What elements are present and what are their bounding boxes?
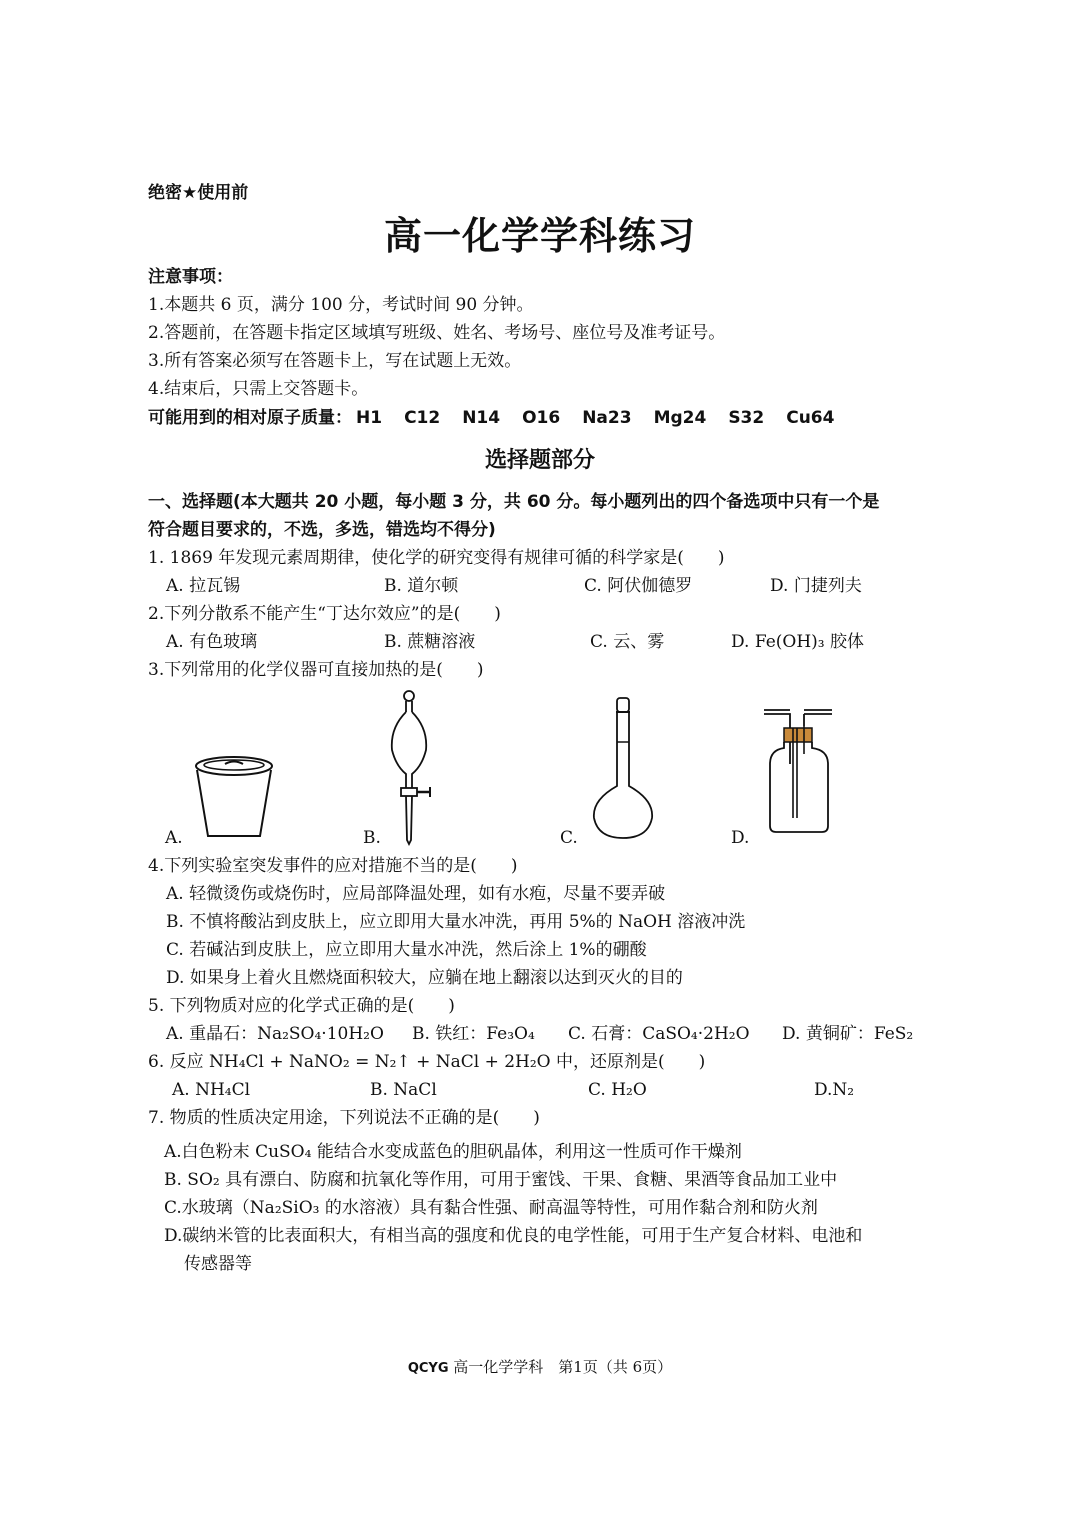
notice-item: 4.结束后，只需上交答题卡。 [148, 379, 369, 399]
footer-code: QCYG [407, 1361, 449, 1376]
figure-label-d: D. [731, 828, 750, 848]
secret-label: 绝密★使用前 [148, 183, 249, 203]
mass-item: Na23 [582, 408, 632, 428]
mass-item: O16 [522, 408, 561, 428]
option-b: B. 铁红：Fe₃O₄ [412, 1024, 535, 1044]
question-stem: 4.下列实验室突发事件的应对措施不当的是( ) [148, 856, 518, 876]
option-d-continued: 传感器等 [184, 1254, 252, 1274]
notice-heading: 注意事项： [148, 267, 233, 287]
page-footer [0, 1356, 1080, 1380]
option-b: B. SO₂ 具有漂白、防腐和抗氧化等作用，可用于蜜饯、干果、食糖、果酒等食品加工业中 [164, 1170, 838, 1190]
volumetric-flask-icon [588, 696, 658, 842]
option-a: A. 有色玻璃 [166, 632, 258, 652]
mass-item: N14 [462, 408, 501, 428]
atomic-masses-label: 可能用到的相对原子质量： [148, 408, 352, 428]
option-d: D. Fe(OH)₃ 胶体 [731, 632, 865, 652]
option-b: B. 蔗糖溶液 [384, 632, 476, 652]
option-a: A. 拉瓦锡 [166, 576, 241, 596]
mass-item: H1 [356, 408, 383, 428]
question-stem: 7. 物质的性质决定用途，下列说法不正确的是( ) [148, 1108, 540, 1128]
mass-item: C12 [404, 408, 441, 428]
option-a: A.白色粉末 CuSO₄ 能结合水变成蓝色的胆矾晶体，利用这一性质可作干燥剂 [164, 1142, 742, 1162]
figure-label-b: B. [363, 828, 381, 848]
option-b: B. NaCl [370, 1080, 437, 1100]
separatory-funnel-icon [384, 688, 444, 846]
question-stem: 6. 反应 NH₄Cl + NaNO₂ = N₂↑ + NaCl + 2H₂O 中，还原剂是( ) [148, 1052, 706, 1072]
section-instructions: 一、选择题(本大题共 20 小题，每小题 3 分，共 60 分。每小题列出的四个备选项中只有一个是 [148, 492, 880, 512]
option-d: D. 门捷列夫 [770, 576, 862, 596]
option-c: C. H₂O [588, 1080, 647, 1100]
option-c: C. 阿伏伽德罗 [584, 576, 693, 596]
notice-item: 2.答题前，在答题卡指定区域填写班级、姓名、考场号、座位号及准考证号。 [148, 323, 726, 343]
option-c: C.水玻璃（Na₂SiO₃ 的水溶液）具有黏合性强、耐高温等特性，可用作黏合剂和防火剂 [164, 1198, 818, 1218]
section-instructions: 符合题目要求的，不选，多选，错选均不得分) [148, 520, 496, 540]
page-title: 高一化学学科练习 [383, 214, 696, 258]
atomic-masses [148, 406, 856, 430]
question-stem: 5. 下列物质对应的化学式正确的是( ) [148, 996, 455, 1016]
mass-item: S32 [728, 408, 765, 428]
option-a: A. NH₄Cl [172, 1080, 251, 1100]
option-a: A. 重晶石：Na₂SO₄·10H₂O [166, 1024, 384, 1044]
stopper [784, 728, 812, 742]
option-c: C. 若碱沾到皮肤上，应立即用大量水冲洗，然后涂上 1%的硼酸 [166, 940, 647, 960]
option-d: D. 如果身上着火且燃烧面积较大，应躺在地上翻滚以达到灭火的目的 [166, 968, 683, 988]
notice-item: 3.所有答案必须写在答题卡上，写在试题上无效。 [148, 351, 522, 371]
figure-label-c: C. [560, 828, 578, 848]
crucible-icon [192, 752, 282, 842]
option-d: D. 黄铜矿：FeS₂ [782, 1024, 914, 1044]
option-c: C. 石膏：CaSO₄·2H₂O [568, 1024, 750, 1044]
question-stem: 3.下列常用的化学仪器可直接加热的是( ) [148, 660, 484, 680]
mass-item: Mg24 [653, 408, 707, 428]
option-c: C. 云、雾 [590, 632, 665, 652]
question-stem: 1. 1869 年发现元素周期律，使化学的研究变得有规律可循的科学家是( ) [148, 548, 725, 568]
option-a: A. 轻微烫伤或烧伤时，应局部降温处理，如有水疱，尽量不要弄破 [166, 884, 666, 904]
notice-item: 1.本题共 6 页，满分 100 分，考试时间 90 分钟。 [148, 295, 534, 315]
figure-label-a: A. [165, 828, 183, 848]
option-d: D.碳纳米管的比表面积大，有相当高的强度和优良的电学性能，可用于生产复合材料、电池和 [164, 1226, 863, 1246]
option-b: B. 道尔顿 [384, 576, 459, 596]
question-stem: 2.下列分散系不能产生“丁达尔效应”的是( ) [148, 604, 501, 624]
section-title: 选择题部分 [484, 448, 595, 473]
mass-item: Cu64 [786, 408, 835, 428]
gas-washing-bottle-icon [760, 706, 836, 836]
option-d: D.N₂ [814, 1080, 855, 1100]
option-b: B. 不慎将酸沾到皮肤上，应立即用大量水冲洗，再用 5%的 NaOH 溶液冲洗 [166, 912, 746, 932]
footer-text: 高一化学学科 第1页（共 6页） [448, 1358, 673, 1376]
